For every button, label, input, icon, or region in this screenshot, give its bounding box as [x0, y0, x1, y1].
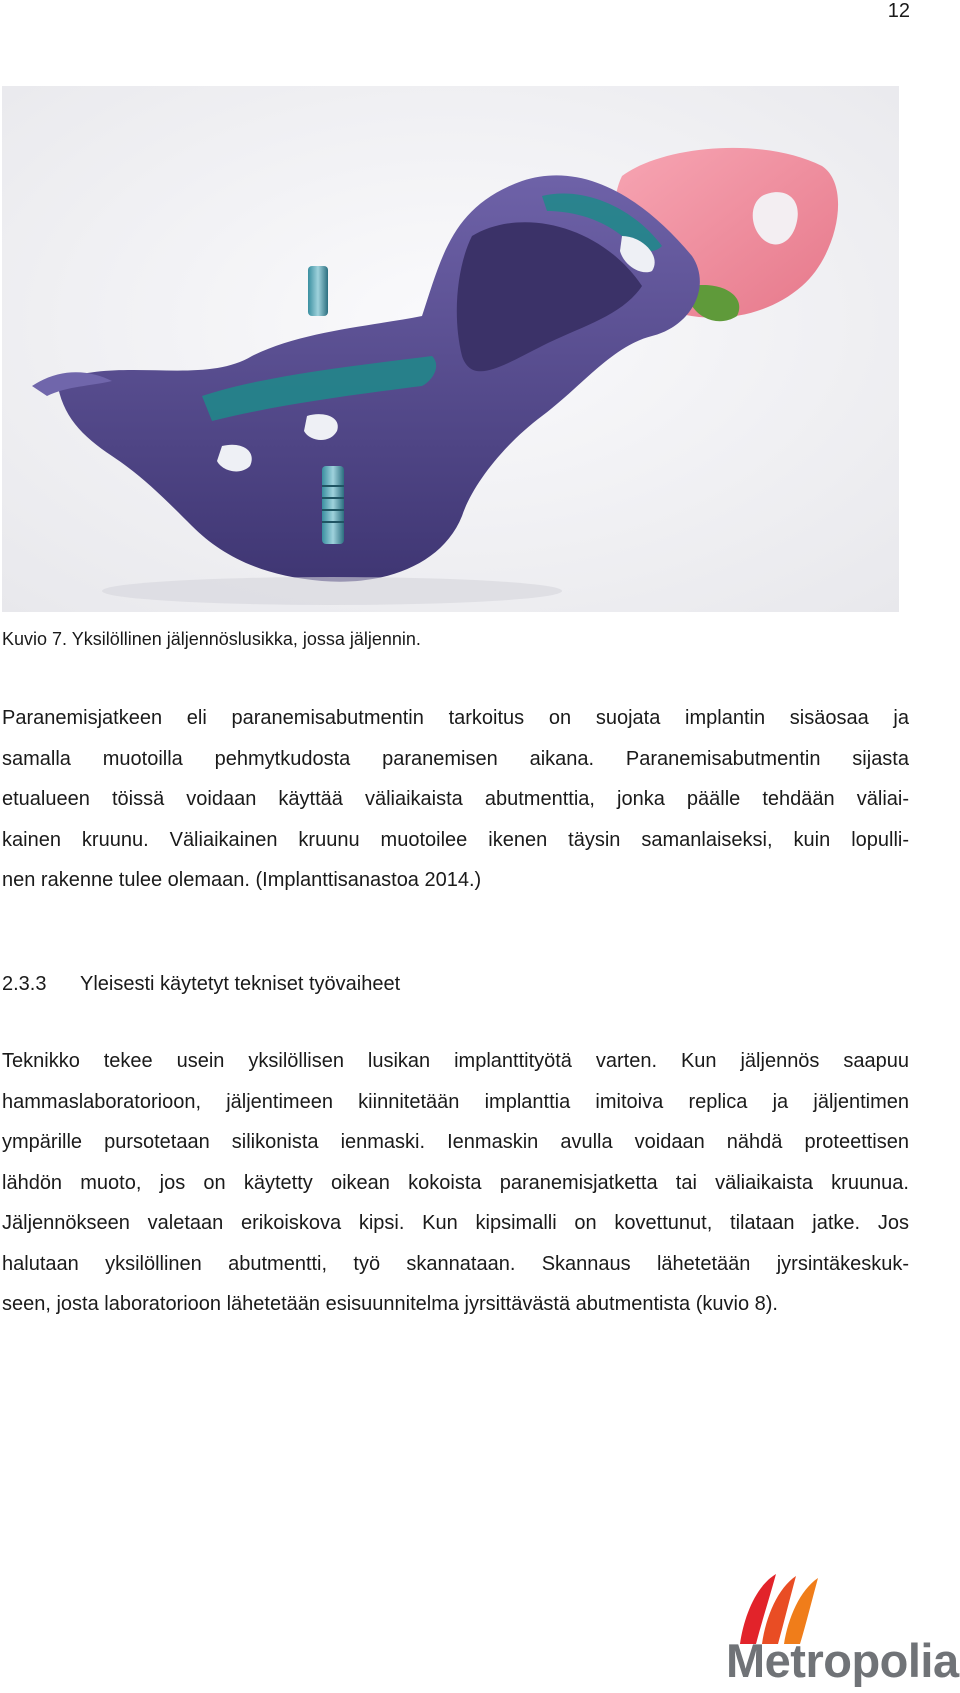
white-highlight-2	[304, 414, 338, 440]
section-number: 2.3.3	[2, 973, 47, 995]
text-line: hammaslaboratorioon, jäljentimeen kiinnitetään implanttia imitoiva replica ja jäljentimen	[2, 1090, 909, 1113]
metropolia-logo	[726, 1566, 958, 1690]
figure-caption: Kuvio 7. Yksilöllinen jäljennöslusikka, jossa jäljennin.	[2, 629, 421, 649]
shadow	[102, 577, 562, 605]
implant-post-top	[308, 266, 328, 316]
text-line: lähdön muoto, jos on käytetty oikean kokoista paranemisjatketta tai väliaikaista kruunua.	[2, 1171, 909, 1194]
text-line: kainen kruunu. Väliaikainen kruunu muotoilee ikenen täysin samanlaiseksi, kuin lopulli-	[2, 828, 909, 851]
text-line: Paranemisjatkeen eli paranemisabutmentin tarkoitus on suojata implantin sisäosaa ja	[2, 707, 909, 729]
text-line: nen rakenne tulee olemaan. (Implanttisanastoa 2014.)	[2, 869, 482, 891]
text-line: Teknikko tekee usein yksilöllisen lusikan implanttityötä varten. Kun jäljennös saapuu	[2, 1050, 909, 1072]
text-line: etualueen töissä voidaan käyttää väliaikaista abutmenttia, jonka päälle tehdään väliai-	[2, 788, 909, 810]
text-line: Jäljennökseen valetaan erikoiskova kipsi. Kun kipsimalli on kovettunut, tilataan jatke. Jos	[2, 1212, 909, 1234]
text-line: halutaan yksilöllinen abutmentti, työ skannataan. Skannaus lähetetään jyrsintäkeskuk-	[2, 1252, 909, 1275]
implant-post-bottom	[322, 466, 344, 544]
text-line: samalla muotoilla pehmytkudosta paranemisen aikana. Paranemisabutmentin sijasta	[2, 747, 909, 770]
paragraph-technical-steps	[2, 1041, 909, 1325]
text-line: seen, josta laboratorioon lähetetään esisuunnitelma jyrsittävästä abutmentista (kuvio 8).	[2, 1293, 778, 1315]
text-line: ympärille pursotetaan silikonista ienmaski. Ienmaskin avulla voidaan nähdä proteettisen	[2, 1131, 909, 1153]
section-title: Yleisesti käytetyt tekniset työvaiheet	[80, 973, 401, 995]
figure-photo	[2, 86, 899, 612]
logo-text: Metropolia	[726, 1634, 959, 1687]
paragraph-healing-abutment	[2, 698, 909, 901]
page-number: 12	[887, 0, 910, 22]
impression-tray-illustration	[2, 86, 899, 612]
section-heading	[2, 970, 400, 998]
